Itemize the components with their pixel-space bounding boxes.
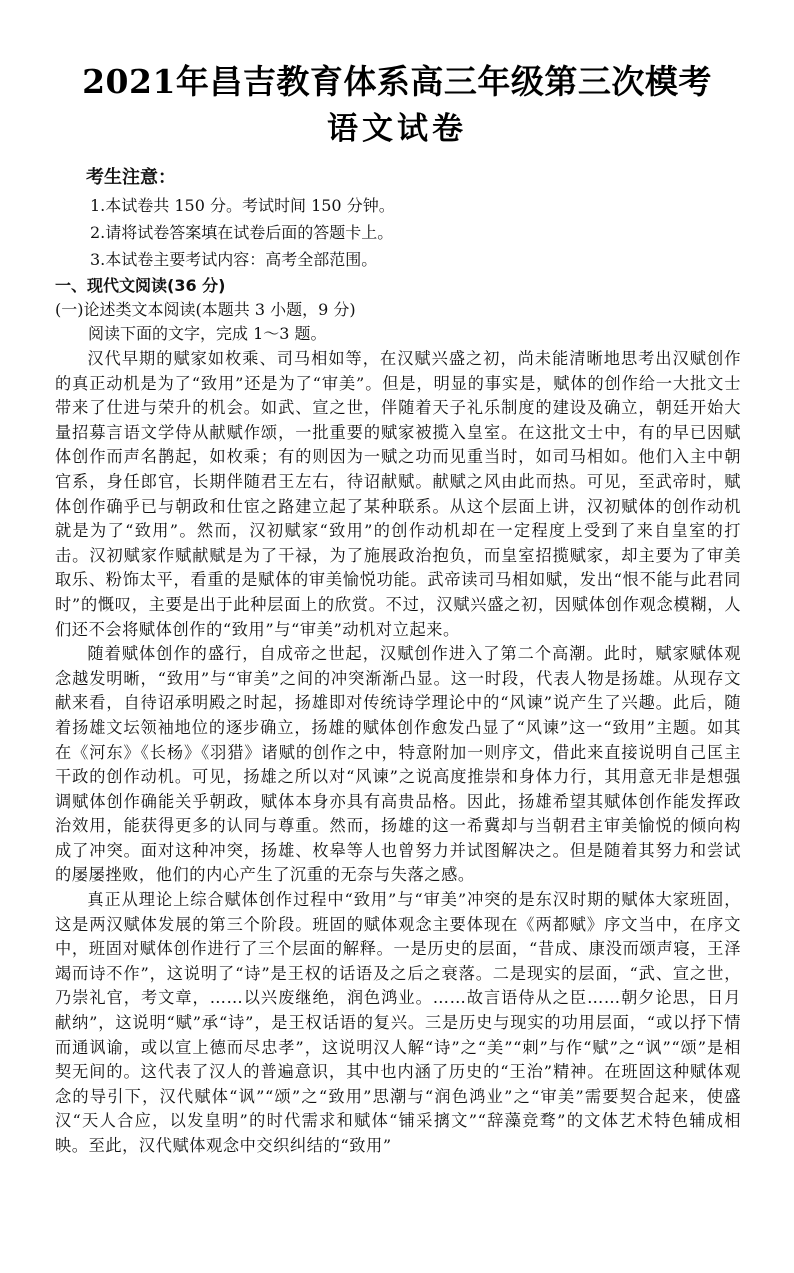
article-paragraph-3: 真正从理论上综合赋体创作过程中“致用”与“审美”冲突的是东汉时期的赋体大家班固，这是两汉赋体发展的第三个阶段。班固的赋体观念主要体现在《两都赋》序文当中，在序文中，班固对赋体创作进行了三个层面的解释。一是历史的层面，“昔成、康没而颂声寝，王泽竭而诗不作”，这说明了“诗”是王权的话语及之后之衰落。二是现实的层面，“武、宣之世，乃崇礼官，考文章，……以兴废继绝，润色鸿业。……故言语侍从之臣……朝夕论思，日月献纳”，这说明“赋”承“诗”，是王权话语的复兴。三是历史与现实的功用层面，“或以抒下情而通讽谕，或以宣上德而尽忠孝”，这说明汉人解“诗”之“美”“刺”与作“赋”之“讽”“颂”是相契无间的。这代表了汉人的普遍意识，其中也内涵了历史的“王治”精神。在班固这种赋体观念的导引下，汉代赋体“讽”“颂”之“致用”思潮与“润色鸿业”之“审美”需要契合起来，使盛汉“天人合应，以发皇明”的时代需求和赋体“铺采摛文”“辞藻竞骛”的文体艺术特色辅成相映。至此，汉代赋体观念中交织纠结的“致用” [55,890,741,1155]
article-body [55,347,741,1159]
notice-item-2: 2.请将试卷答案填在试卷后面的答题卡上。 [90,223,394,242]
exam-subject-title: 语文试卷 [327,111,467,147]
notice-heading: 考生注意： [86,167,176,188]
article-paragraph-2: 随着赋体创作的盛行，自成帝之世起，汉赋创作进入了第二个高潮。此时，赋家赋体观念越发明晰，“致用”与“审美”之间的冲突渐渐凸显。这一时段，代表人物是扬雄。从现存文献来看，自待诏承明殿之时起，扬雄即对传统诗学理论中的“风谏”说产生了兴趣。此后，随着扬雄文坛领袖地位的逐步确立，扬雄的赋体创作愈发凸显了“风谏”这一“致用”主题。如其在《河东》《长杨》《羽猎》诸赋的创作之中，特意附加一则序文，借此来直接说明自己匡主干政的创作动机。可见，扬雄之所以对“风谏”之说高度推崇和身体力行，其用意无非是想强调赋体创作确能关乎朝政，赋体本身亦具有高贵品格。因此，扬雄希望其赋体创作能发挥政治效用，能获得更多的认同与尊重。然而，扬雄的这一希冀却与当朝君主审美愉悦的倾向构成了冲突。面对这种冲突，扬雄、枚皋等人也曾努力并试图解决之。但是随着其努力和尝试的屡屡挫败，他们的内心产生了沉重的无奈与失落之感。 [55,644,741,885]
notice-item-3: 3.本试卷主要考试内容：高考全部范围。 [90,250,378,269]
article-paragraph-1: 汉代早期的赋家如枚乘、司马相如等，在汉赋兴盛之初，尚未能清晰地思考出汉赋创作的真正动机是为了“致用”还是为了“审美”。但是，明显的事实是，赋体的创作给一大批文士带来了仕进与荣升的机会。如武、宣之世，伴随着天子礼乐制度的建设及确立，朝廷开始大量招募言语文学侍从献赋作颂，一批重要的赋家被揽入皇室。在这批文士中，有的早已因赋体创作而声名鹊起，如枚乘；有的则因为一赋之功而见重当时，如司马相如。他们入主中朝官系，身任郎官，长期伴随君王左右，待诏献赋。献赋之风由此而热。可见，至武帝时，赋体创作确乎已与朝政和仕宦之路建立起了某种联系。从这个层面上讲，汉初赋体的创作动机就是为了“致用”。然而，汉初赋家“致用”的创作动机却在一定程度上受到了来自皇室的打击。汉初赋家作赋献赋是为了干禄，为了施展政治抱负，而皇室招揽赋家，却主要为了审美取乐、粉饰太平，看重的是赋体的审美愉悦功能。武帝读司马相如赋，发出“恨不能与此君同时”的慨叹，主要是出于此种层面上的欣赏。不过，汉赋兴盛之初，因赋体创作观念模糊，人们还不会将赋体创作的“致用”与“审美”动机对立起来。 [55,349,741,639]
notice-item-1: 1.本试卷共 150 分。考试时间 150 分钟。 [90,196,395,215]
subsection-heading: (一)论述类文本阅读(本题共 3 小题，9 分) [55,300,356,319]
reading-instruction: 阅读下面的文字，完成 1～3 题。 [88,324,327,343]
exam-title: 2021年昌吉教育体系高三年级第三次模考 [82,62,712,101]
section-heading: 一、现代文阅读(36 分) [55,276,226,295]
